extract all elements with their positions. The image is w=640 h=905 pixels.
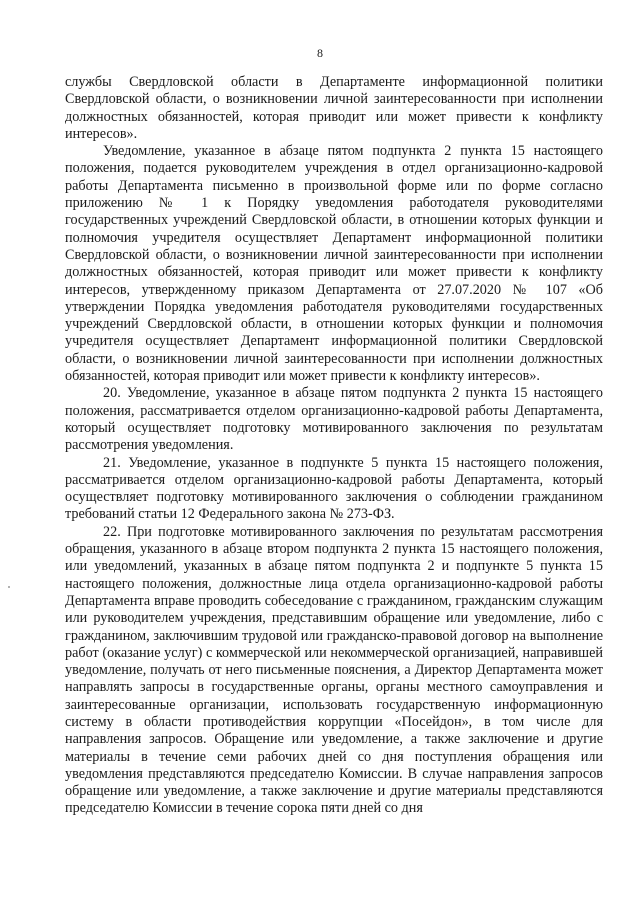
paragraph-item-21: 21. Уведомление, указанное в подпункте 5 пункта 15 настоящего положения, рассматривается отделом организационно-кадровой работы Департамента, который осуществляет подготовку мотивированного заключения о соблюдении гражданином требований статьи 12 Федерального закона № 273-ФЗ. [65, 454, 603, 523]
page-number: 8 [317, 46, 323, 60]
paragraph-notification-form: Уведомление, указанное в абзаце пятом подпункта 2 пункта 15 настоящего положения, подается руководителем учреждения в отдел организационно-кадровой работы Департамента письменно в произвольной форме или по форме согласно приложению № 1 к Порядку уведомления работодателя руководителями государственных учреждений Свердловской области, в отношении которых функции и полномочия учредителя осуществляет Департамент информационной политики Свердловской области, о возникновении личной заинтересованности при исполнении должностных обязанностей, которая приводит или может привести к конфликту интересов, утвержденному приказом Департамента от 27.07.2020 № 107 «Об утверждении Порядка уведомления работодателя руководителями государственных учреждений Свердловской области, в отношении которых функции и полномочия учредителя осуществляет Департамент информационной политики Свердловской области, о возникновении личной заинтересованности при исполнении должностных обязанностей, которая приводит или может привести к конфликту интересов». [65, 143, 603, 385]
paragraph-item-22: 22. При подготовке мотивированного заключения по результатам рассмотрения обращения, указанного в абзаце втором подпункта 2 пункта 15 настоящего положения, или уведомлений, указанных в абзаце пятом подпункта 2 и подпункте 5 пункта 15 настоящего положения, должностные лица отдела организационно-кадровой работы Департамента вправе проводить собеседование с гражданином, гражданским служащим или руководителем учреждения, представившим обращение или уведомление, либо с гражданином, заключившим трудовой или гражданско-правовой договор на выполнение работ (оказание услуг) с коммерческой или некоммерческой организацией, направившей уведомление, получать от него письменные пояснения, а Директор Департамента может направлять запросы в государственные органы, органы местного самоуправления и заинтересованные организации, использовать государственную информационную систему в области противодействия коррупции «Посейдон», в том числе для направления запросов. Обращение или уведомление, а также заключение и другие материалы в течение семи рабочих дней со дня поступления обращения или уведомления представляются председателю Комиссии. В случае направления запросов обращение или уведомление, а также заключение и другие материалы представляются председателю Комиссии в течение сорока пяти дней со дня [65, 523, 603, 817]
paragraph-item-20: 20. Уведомление, указанное в абзаце пятом подпункта 2 пункта 15 настоящего положения, рассматривается отделом организационно-кадровой работы Департамента, который осуществляет подготовку мотивированного заключения по результатам рассмотрения уведомления. [65, 385, 603, 454]
scan-speck [8, 586, 10, 588]
paragraph-continuation: службы Свердловской области в Департаменте информационной политики Свердловской области, о возникновении личной заинтересованности при исполнении должностных обязанностей, которая приводит или может привести к конфликту интересов». [65, 74, 603, 142]
document-body [65, 74, 603, 818]
